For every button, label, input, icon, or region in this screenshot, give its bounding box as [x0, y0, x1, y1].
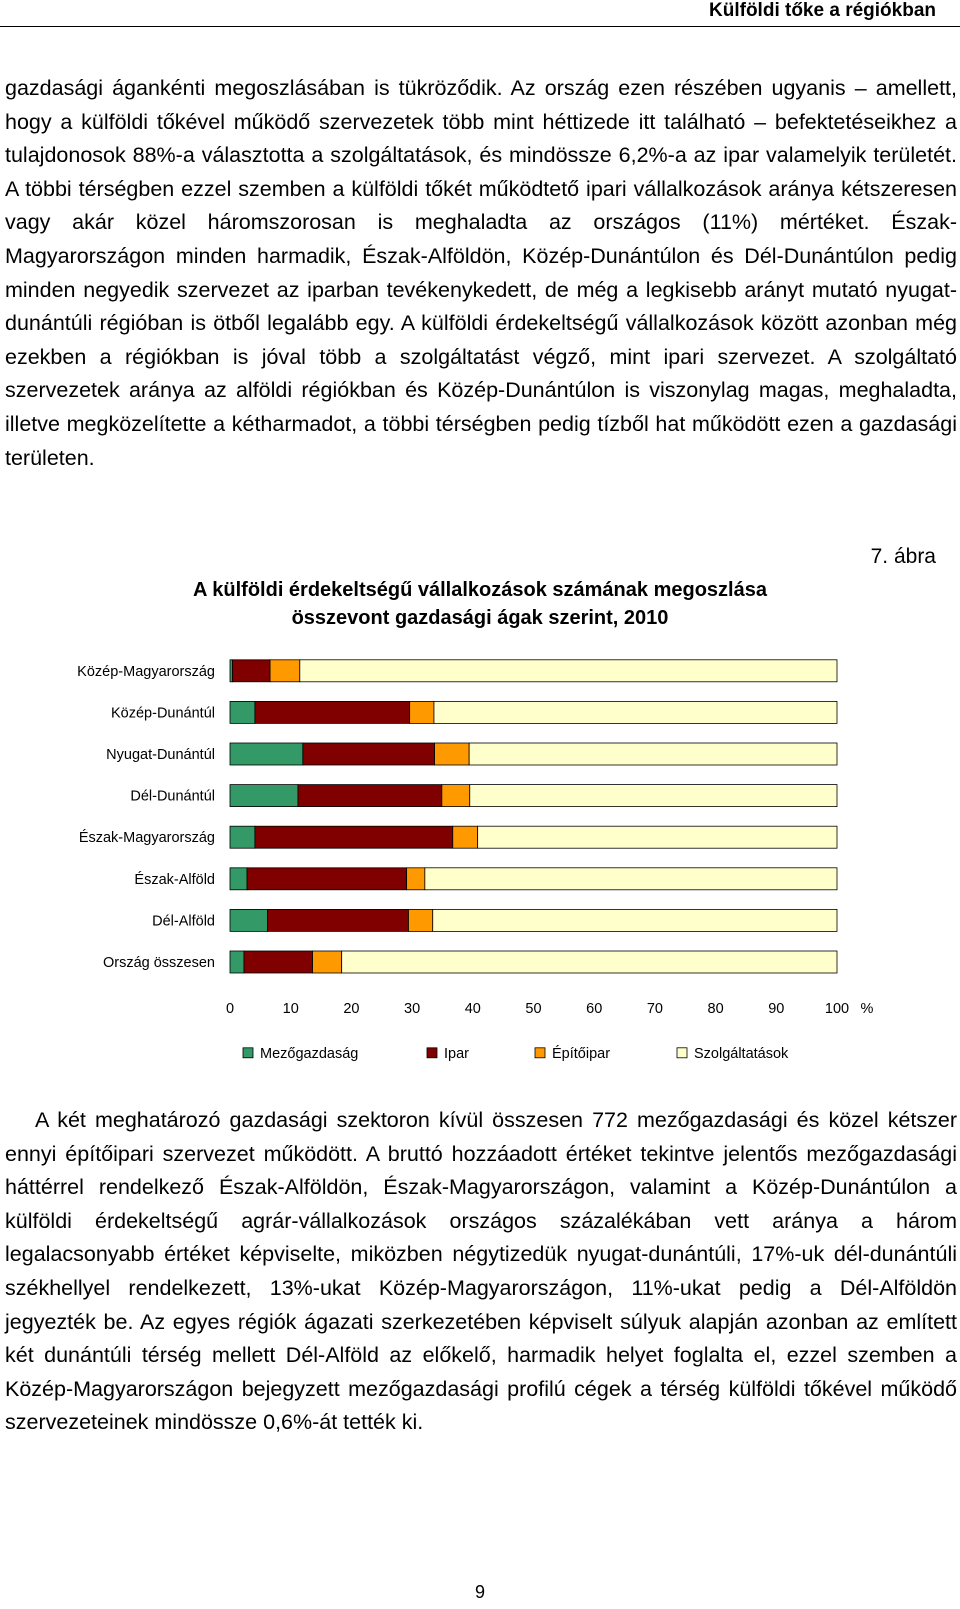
bar-segment-építőipar	[408, 909, 432, 931]
bar-segment-szolgáltatások	[478, 826, 837, 848]
x-tick-label: 90	[768, 1000, 785, 1017]
bar-segment-mezőgazdaság	[230, 743, 303, 765]
x-tick-label: 20	[343, 1000, 360, 1017]
bar-segment-ipar	[303, 743, 435, 765]
header-divider	[0, 26, 960, 27]
bar-segment-szolgáltatások	[425, 868, 837, 890]
bar-segment-ipar	[268, 909, 409, 931]
category-labels	[77, 664, 215, 971]
x-tick-label: 60	[586, 1000, 603, 1017]
bar-segment-építőipar	[442, 785, 470, 807]
legend-swatch	[677, 1048, 687, 1058]
bar-segment-mezőgazdaság	[230, 701, 255, 723]
x-tick-label: 40	[464, 1000, 481, 1017]
x-axis-ticks	[226, 1001, 874, 1017]
bar-segment-építőipar	[435, 743, 470, 765]
page-number: 9	[474, 1582, 485, 1602]
legend-label: Ipar	[444, 1045, 469, 1062]
chart-title-line-2: összevont gazdasági ágak szerint, 2010	[291, 607, 669, 629]
bar-segment-mezőgazdaság	[230, 951, 244, 973]
bar-segment-szolgáltatások	[470, 785, 837, 807]
x-tick-label: 80	[707, 1000, 724, 1017]
category-label: Közép-Dunántúl	[111, 705, 215, 722]
chart-title-line-1: A külföldi érdekeltségű vállalkozások számának megoszlása	[193, 579, 767, 601]
legend-label: Építőipar	[552, 1045, 611, 1062]
category-label: Nyugat-Dunántúl	[106, 747, 215, 763]
body-paragraph-2: A két meghatározó gazdasági szektoron kívül összesen 772 mezőgazdasági és közel kétszer ennyi építőipari szervezet működött. A bruttó hozzáadott értéket tekintve jelentős mezőgazdasági háttérrel rendelkező Észak-Alföldön, Észak-Magyarországon, valamint a Közép-Dunántúlon a külföldi érdekeltségű agrár-vállalkozások országos százalékában vett aránya a három legalacsonyabb értéket képviselte, miközben négytizedük nyugat-dunántúli, 17%-uk dél-dunántúli székhellyel rendelkezett, 13%-ukat Közép-Magyarországon, 11%-ukat pedig a Dél-Alföldön jegyezték be. Az egyes régiók ágazati szerkezetében képviselt súlyuk alapján azonban az említett két dunántúli térség mellett Dél-Alföld az előkelő, harmadik helyet foglalta el, ezzel szemben a Közép-Magyarországon bejegyzett mezőgazdasági profilú cégek a térség külföldi tőkével működő szervezeteinek mindössze 0,6%-át tették ki.	[5, 1108, 957, 1435]
bar-segment-ipar	[247, 868, 407, 890]
bar-segment-ipar	[255, 826, 453, 848]
bar-segment-mezőgazdaság	[230, 868, 247, 890]
x-tick-label: 10	[282, 1000, 299, 1017]
bar-segment-mezőgazdaság	[230, 785, 298, 807]
x-axis-unit: %	[860, 1000, 874, 1017]
category-label: Észak-Magyarország	[78, 830, 215, 847]
bar-segment-ipar	[298, 785, 442, 807]
bar-segment-mezőgazdaság	[230, 909, 268, 931]
category-label: Dél-Dunántúl	[130, 788, 215, 805]
legend-swatch	[243, 1048, 253, 1058]
legend-swatch	[427, 1048, 437, 1058]
x-tick-label: 100	[824, 1000, 850, 1017]
running-header: Külföldi tőke a régiókban	[709, 0, 936, 21]
bar-segment-építőipar	[410, 701, 434, 723]
bar-segment-építőipar	[270, 660, 300, 682]
category-label: Ország összesen	[102, 955, 215, 971]
x-tick-label: 50	[525, 1000, 542, 1017]
plot-area	[230, 660, 837, 973]
chart-legend	[243, 1045, 789, 1062]
bar-segment-ipar	[232, 660, 270, 682]
bar-segment-ipar	[255, 701, 410, 723]
bar-segment-szolgáltatások	[300, 660, 837, 682]
bar-segment-építőipar	[313, 951, 342, 973]
bar-segment-mezőgazdaság	[230, 826, 255, 848]
bar-segment-építőipar	[453, 826, 478, 848]
chart-title	[0, 576, 960, 632]
category-label: Dél-Alföld	[152, 913, 215, 930]
figure-number: 7. ábra	[870, 545, 936, 568]
legend-swatch	[535, 1048, 545, 1058]
x-tick-label: 70	[646, 1000, 663, 1017]
x-tick-label: 30	[404, 1000, 421, 1017]
x-tick-label: 0	[225, 1000, 235, 1017]
legend-label: Szolgáltatások	[694, 1045, 789, 1062]
category-label: Közép-Magyarország	[77, 663, 215, 680]
bar-segment-szolgáltatások	[433, 909, 837, 931]
bar-segment-szolgáltatások	[342, 951, 837, 973]
bar-segment-szolgáltatások	[469, 743, 837, 765]
bar-segment-ipar	[244, 951, 313, 973]
legend-label: Mezőgazdaság	[260, 1045, 359, 1062]
stacked-bar-chart	[0, 640, 960, 1070]
category-label: Észak-Alföld	[134, 871, 215, 888]
bar-segment-építőipar	[407, 868, 425, 890]
bar-segment-szolgáltatások	[434, 701, 837, 723]
body-paragraph-1: gazdasági ágankénti megoszlásában is tükröződik. Az ország ezen részében ugyanis – amellett, hogy a külföldi tőkével működő szervezetek több mint héttizede itt található – befektetéseikhez a tulajdonosok 88%-a választotta a szolgáltatások, és mindössze 6,2%-a az ipar valamelyik területét. A többi térségben ezzel szemben a külföldi tőkét működtető ipari vállalkozások aránya kétszeresen vagy akár közel háromszorosan is meghaladta az országos (11%) mértéket. Észak-Magyarországon minden harmadik, Észak-Alföldön, Közép-Dunántúlon és Dél-Dunántúlon pedig minden negyedik szervezet az iparban tevékenykedett, de még a legkisebb arányt mutató nyugat-dunántúli régióban is ötből legalább egy. A külföldi érdekeltségű vállalkozások között azonban még ezekben a régiókban is jóval több a szolgáltatást végző, mint ipari szervezet. A szolgáltató szervezetek aránya az alföldi régiókban és Közép-Dunántúlon is viszonylag magas, meghaladta, illetve megközelítette a kétharmadot, a többi térségben pedig tízből hat működött ezen a gazdasági területen.	[5, 76, 957, 470]
